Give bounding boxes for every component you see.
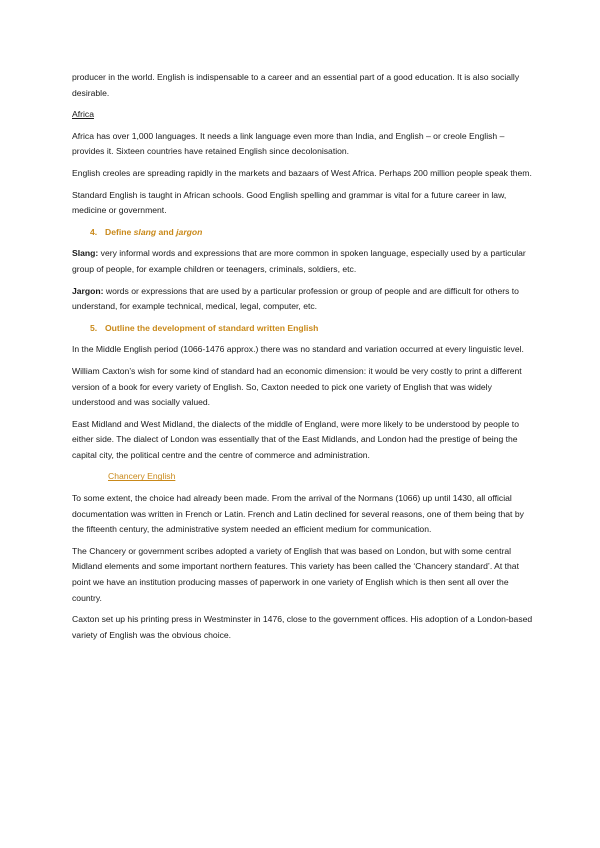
section-4-number: 4.: [90, 226, 98, 237]
document-page: [72, 70, 534, 649]
section-5-title: Outline the development of standard written English: [105, 322, 319, 333]
slang-term: Slang:: [72, 248, 99, 259]
section-5-paragraph-3: East Midland and West Midland, the dialects of the middle of England, were more likely to be understood by people to either side. The dialect of London was essentially that of the East Midlands, and London had the prestige of being the capital city, the political centre and the centre of commerce and administration.: [72, 418, 519, 460]
section-4-heading: [90, 225, 534, 241]
chancery-paragraph-2: The Chancery or government scribes adopted a variety of English that was based on London, but with some central Midland elements and some important northern features. This variety has been called the ‘Chancery standard’. At that point we have an institution producing masses of paperwork in one variety of English which is then sent all over the country.: [72, 545, 519, 603]
section-5-number: 5.: [90, 322, 98, 333]
section-4-term-slang: slang: [133, 226, 157, 237]
section-4-title-prefix: Define: [105, 226, 134, 237]
slang-text: very informal words and expressions that are more common in spoken language, especially used by a particular group of people, for example children or teenagers, criminals, soldiers, etc.: [72, 248, 526, 274]
africa-paragraph-1: Africa has over 1,000 languages. It needs a link language even more than India, and English – or creole English – provides it. Sixteen countries have retained English since decolonisation.: [72, 130, 505, 157]
jargon-definition: [72, 284, 534, 315]
slang-definition: [72, 246, 534, 277]
chancery-paragraph-3: Caxton set up his printing press in Westminster in 1476, close to the government offices. His adoption of a London-based variety of English was the obvious choice.: [72, 614, 533, 640]
section-4-title-mid: and: [156, 226, 177, 237]
jargon-term: Jargon:: [72, 285, 104, 296]
section-5-heading: [90, 321, 534, 337]
chancery-heading: Chancery English: [108, 471, 176, 482]
africa-paragraph-2: English creoles are spreading rapidly in the markets and bazaars of West Africa. Perhaps 200 million people speak them.: [72, 167, 532, 178]
chancery-paragraph-1: To some extent, the choice had already been made. From the arrival of the Normans (1066) up until 1430, all official documentation was written in French or Latin. French and Latin declined for several reasons, one of them being that by the fifteenth century, the administrative system needed an efficient medium for communication.: [72, 493, 524, 535]
africa-paragraph-3: Standard English is taught in African schools. Good English spelling and grammar is vital for a future career in law, medicine or government.: [72, 189, 507, 216]
intro-paragraph: producer in the world. English is indispensable to a career and an essential part of a good education. It is also socially desirable.: [72, 72, 520, 98]
section-5-paragraph-2: William Caxton’s wish for some kind of standard had an economic dimension: it would be very costly to print a different version of a book for every variety of English. So, Caxton needed to pick one variety of English that was widely understood and was socially valued.: [72, 365, 522, 408]
africa-heading: Africa: [72, 109, 94, 120]
section-4-term-jargon: jargon: [176, 226, 203, 237]
section-5-paragraph-1: In the Middle English period (1066-1476 approx.) there was no standard and variation occurred at every linguistic level.: [72, 344, 524, 355]
jargon-text: words or expressions that are used by a particular profession or group of people and are difficult for others to understand, for example technical, medical, legal, computer, etc.: [72, 285, 519, 312]
